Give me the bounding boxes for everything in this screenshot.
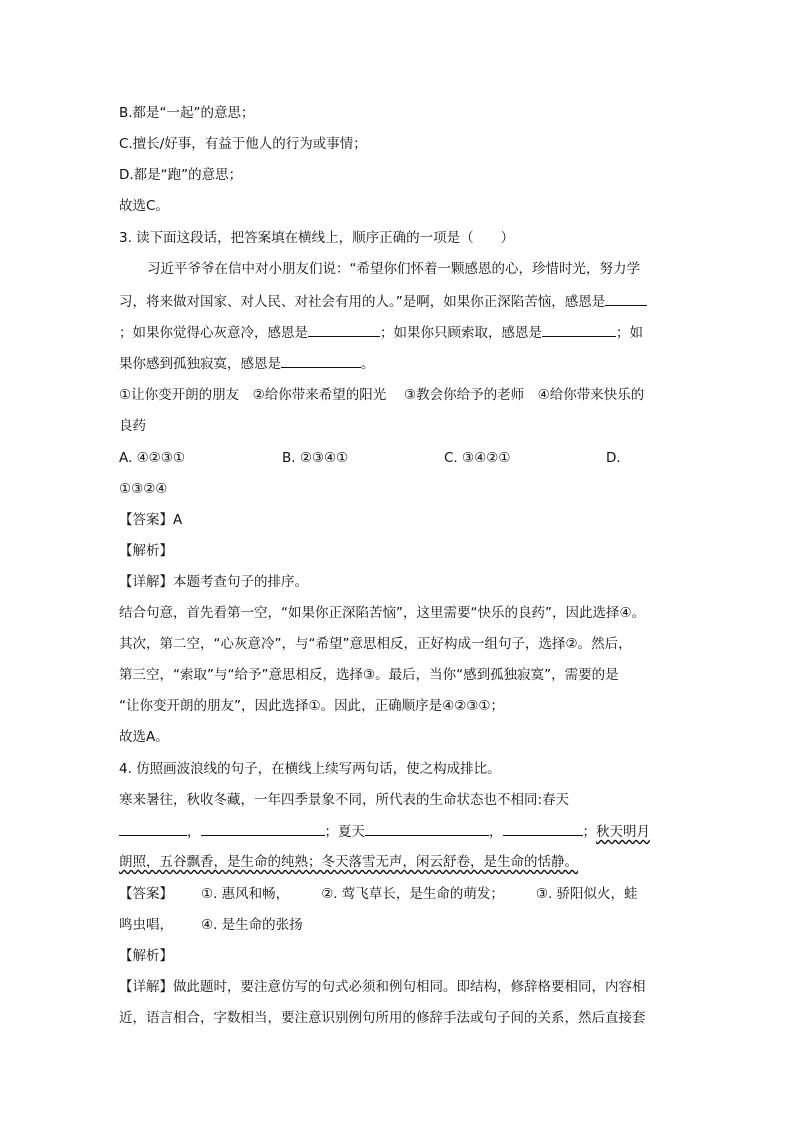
q3-passage-text: ；如果你觉得心灰意冷，感恩是 [119, 325, 308, 341]
q3-passage-text: 习，将来做对国家、对人民、对社会有用的人。”是啊，如果你正深陷苦恼，感恩是 [119, 294, 606, 310]
q4-passage-line2 [119, 821, 650, 842]
q3-analysis-label: 【解析】 [119, 543, 173, 559]
q3-items-line2: 良药 [119, 418, 146, 434]
q4-answer-3: ③. 骄阳似火，蛙 [535, 886, 638, 902]
q3-passage-line2 [119, 291, 647, 312]
q3-passage-text: 。 [361, 356, 375, 372]
previous-conclusion: 故选C。 [119, 198, 169, 214]
option-c-explanation: C.擅长/好事，有益于他人的行为或事情； [119, 136, 367, 152]
q3-option-d-content: ①③②④ [119, 481, 168, 497]
q4-punct: ， [187, 824, 201, 840]
q3-detail-line4: 第三空，“索取”与“给予”意思相反，选择③。最后，当你“感到孤独寂寞”，需要的是 [119, 667, 619, 683]
q3-passage-line1: 习近平爷爷在信中对小朋友们说：“希望你们怀着一颗感恩的心，珍惜时光，努力学 [147, 261, 640, 277]
q4-answer-line2 [119, 915, 303, 935]
blank-1 [605, 291, 647, 306]
q4-answer-1: ①. 惠风和畅， [201, 886, 290, 902]
q3-option-b: B. ②③④① [282, 450, 349, 466]
q3-option-d: D. [606, 450, 621, 466]
q4-blank-4 [503, 821, 583, 836]
q4-answer-3-cont: 鸣虫唱， [119, 917, 173, 933]
q4-wavy-example: 秋天明月 [596, 824, 650, 840]
q3-detail-line2: 结合句意，首先看第一空，“如果你正深陷苦恼”，这里需要“快乐的良药”，因此选择④。 [119, 605, 646, 621]
q4-answer-2: ②. 莺飞草长，是生命的萌发； [321, 886, 504, 902]
q4-punct: ；夏天 [324, 824, 365, 840]
q4-punct: ， [489, 824, 503, 840]
q3-passage-line4 [119, 353, 375, 374]
q4-blank-2 [201, 821, 325, 836]
blank-4 [281, 353, 361, 368]
q3-passage-text: ；如果你只顾索取，感恩是 [380, 325, 542, 341]
q4-punct: ； [582, 824, 596, 840]
q4-blank-3 [365, 821, 489, 836]
q4-passage-line1: 寒来暑往，秋收冬藏，一年四季景象不同，所代表的生命状态也不相同:春天 [119, 792, 570, 808]
q4-answer-4: ④. 是生命的张扬 [201, 917, 303, 933]
q3-items-line1: ①让你变开朗的朋友 ②给你带来希望的阳光 ③教会你给予的老师 ④给你带来快乐的 [119, 387, 645, 403]
q4-answer-label: 【答案】 [119, 886, 173, 902]
q4-blank-1 [119, 821, 187, 836]
q3-answer: 【答案】A [119, 512, 183, 528]
q3-passage-line3 [119, 322, 643, 343]
q4-stem: 4. 仿照画波浪线的句子，在横线上续写两句话，使之构成排比。 [119, 761, 501, 777]
q4-passage-line3 [119, 852, 578, 872]
q4-answer-line1 [119, 884, 638, 904]
q3-option-c: C. ③④②① [444, 450, 511, 466]
q4-analysis-label: 【解析】 [119, 948, 173, 964]
q4-detail-line2: 近，语言相合，字数相当，要注意识别例句所用的修辞手法或句子间的关系，然后直接套 [119, 1010, 646, 1026]
q3-passage-text: ；如 [616, 325, 643, 341]
q3-conclusion: 故选A。 [119, 729, 169, 745]
q4-detail-line1: 【详解】做此题时，要注意仿写的句式必须和例句相同。即结构，修辞格要相同，内容相 [119, 979, 646, 995]
q3-option-a: A. ④②③① [119, 450, 185, 466]
option-b-explanation: B.都是“一起”的意思； [119, 105, 255, 121]
q4-wavy-example: 朗照，五谷飘香，是生命的纯熟；冬天落雪无声，闲云舒卷，是生命的恬静。 [119, 854, 578, 870]
q3-detail-line1: 【详解】本题考查句子的排序。 [119, 574, 308, 590]
option-d-explanation: D.都是“跑”的意思； [119, 167, 243, 183]
blank-3 [542, 322, 616, 337]
q3-detail-line3: 其次，第二空，“心灰意冷”，与“希望”意思相反，正好构成一组句子，选择②。然后， [119, 636, 632, 652]
q3-stem: 3. 读下面这段话，把答案填在横线上，顺序正确的一项是（ ） [119, 230, 515, 246]
q3-passage-text: 果你感到孤独寂寞，感恩是 [119, 356, 281, 372]
q3-detail-line5: “让你变开朗的朋友”，因此选择①。因此，正确顺序是④②③①； [119, 698, 504, 714]
blank-2 [308, 322, 380, 337]
